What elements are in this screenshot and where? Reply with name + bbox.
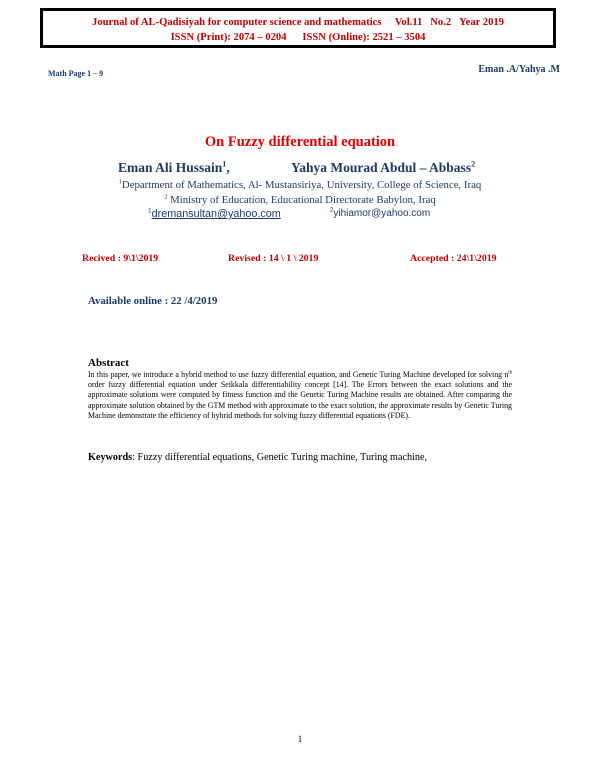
journal-number: No.2 <box>430 17 452 28</box>
affiliation-1 <box>0 179 600 191</box>
author-2-name: Yahya Mourad Abdul – Abbass <box>291 160 472 175</box>
author-1 <box>118 160 230 176</box>
abstract-sup: th <box>508 370 512 376</box>
keywords-label: Keywords <box>88 452 133 463</box>
author-1-comma: , <box>226 160 230 175</box>
author-1-name: Eman Ali Hussain <box>118 160 223 175</box>
abstract-text-2: order fuzzy differential equation under Seikkala differentiability concept [14]. The Errors between the exact solutions and the approximate solutions were computed by fitness function and the Genetic Turing Machine results are obtained. After comparing the approximate solution obtained by the GTM method with approximate to the exact solution, the approximate results by Genetic Turing Machine demonstrate the efficiency of hybrid methods for solving fuzzy differential equations (FDE). <box>88 380 512 420</box>
affiliation-1-sup: 1 <box>118 178 122 186</box>
affiliation-2 <box>0 194 600 206</box>
affiliation-2-text: Ministry of Education, Educational Directorate Babylon, Iraq <box>167 194 436 206</box>
running-head-authors: Eman .A/Yahya .M <box>478 64 560 75</box>
journal-header-line1 <box>43 16 553 29</box>
affiliation-2-sup: 2 <box>164 193 168 201</box>
keywords <box>88 452 427 463</box>
date-received: Recived : 9\1\2019 <box>82 253 159 264</box>
page-number: 1 <box>297 734 303 744</box>
journal-header-line2 <box>43 31 553 44</box>
date-revised: Revised : 14 \ 1 \ 2019 <box>228 253 319 264</box>
keywords-text: : Fuzzy differential equations, Genetic Turing machine, Turing machine, <box>132 452 428 463</box>
author-2 <box>291 160 475 176</box>
journal-name: Journal of AL-Qadisiyah for computer science and mathematics <box>92 17 382 28</box>
author-1-sup: 1 <box>222 159 227 169</box>
journal-year: Year 2019 <box>459 17 504 28</box>
issn-print: ISSN (Print): 2074 – 0204 <box>170 32 287 43</box>
email-2[interactable] <box>330 208 430 219</box>
journal-header-box <box>40 8 556 48</box>
author-2-sup: 2 <box>471 159 476 169</box>
abstract-text-1: In this paper, we introduce a hybrid method to use fuzzy differential equation, and Genetic Turing Machine developed for solving n <box>88 370 509 379</box>
paper-title: On Fuzzy differential equation <box>204 134 396 150</box>
issn-online: ISSN (Online): 2521 – 3504 <box>302 32 426 43</box>
journal-volume: Vol.11 <box>394 17 423 28</box>
email-2-sup: 2 <box>330 207 334 214</box>
affiliation-1-text: Department of Mathematics, Al- Mustansiriya, University, College of Science, Iraq <box>121 179 482 191</box>
available-online: Available online : 22 /4/2019 <box>88 295 218 307</box>
email-1[interactable] <box>148 208 281 220</box>
abstract-heading: Abstract <box>88 357 129 369</box>
email-2-link[interactable]: yihiamor@yahoo.com <box>333 208 431 219</box>
email-1-link[interactable]: dremansultan@yahoo.com <box>151 208 281 220</box>
email-1-sup: 1 <box>148 207 152 215</box>
date-accepted: Accepted : 24\1\2019 <box>410 253 497 264</box>
abstract-body <box>88 370 512 421</box>
running-head-pages: Math Page 1 – 9 <box>48 69 104 78</box>
